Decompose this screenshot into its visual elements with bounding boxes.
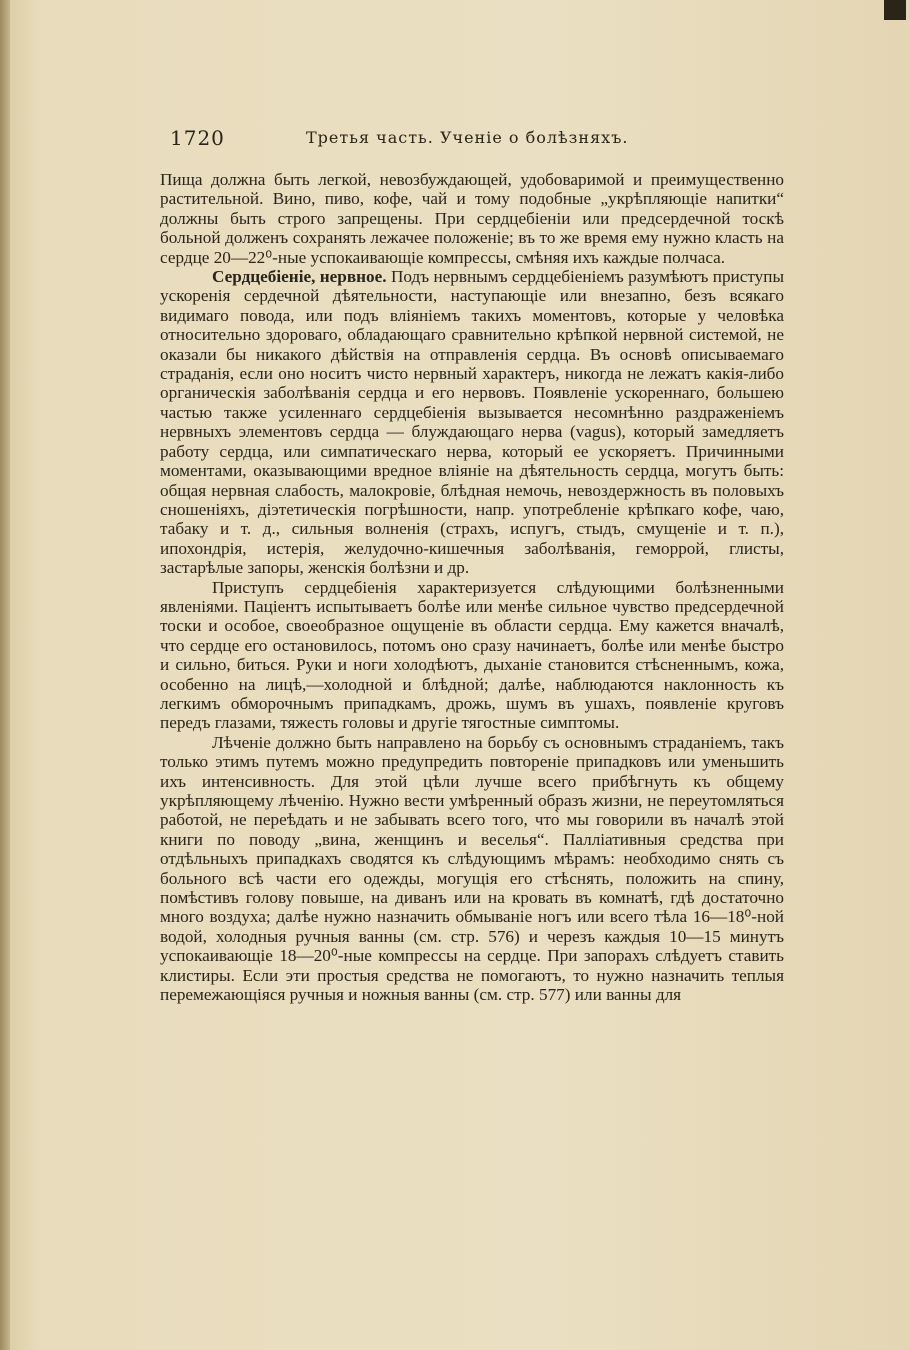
paragraph-text: Подъ нервнымъ сердцебіеніемъ разумѣютъ приступы ускоренія сердечной дѣятельности, наступающіе или внезапно, безъ всякаго видимаго повода, или подъ вліяніемъ такихъ моментовъ, которые у человѣка относительно здороваго, обладающаго сравнительно крѣпкой нервной системой, не оказали бы никакого дѣйствія на отправленія сердца. Въ основѣ описываемаго страданія, если оно носитъ чисто нервный характеръ, никогда не лежатъ какія-либо органическія заболѣванія сердца и его нервовъ. Появленіе ускореннаго, большею частью также усиленнаго сердцебіенія вызывается несомнѣнно раздраженіемъ нервныхъ элементовъ сердца — блуждающаго нерва (vagus), который замедляетъ работу сердца, или симпатическаго нерва, который ее ускоряетъ. Причинными моментами, оказывающими вредное вліяніе на дѣятельность сердца, могутъ быть: общая нервная слабость, малокровіе, блѣдная немочь, невоздержность въ половыхъ сношеніяхъ, діэтетическія погрѣшности, напр. употребленіе крѣпкаго кофе, чаю, табаку и т. д., сильныя волненія (страхъ, испугъ, стыдъ, смущеніе и т. п.), ипохондрія, истерія, желудочно-кишечныя заболѣванія, геморрой, глисты, застарѣлые запоры, женскія болѣзни и др. [160,267,784,578]
paragraph [160,267,784,578]
paragraph-text: Лѣченіе должно быть направлено на борьбу съ основнымъ страданіемъ, такъ только этимъ путемъ можно предупредить повтореніе припадковъ или уменьшить ихъ интенсивность. Для этой цѣли лучше всего прибѣгнуть къ общему укрѣпляющему лѣченію. Нужно вести умѣренный образъ жизни, не переутомляться работой, не переѣдать и не забывать всего того, что̀ мы говорили въ началѣ этой книги по поводу „вина, женщинъ и веселья“. Палліативныя средства при отдѣльныхъ припадкахъ сводятся къ слѣдующимъ мѣрамъ: необходимо снять съ больного всѣ части его одежды, могущія его стѣснять, положить на спину, помѣстивъ голову повыше, на диванъ или на кровать въ комнатѣ, гдѣ достаточно много воздуха; далѣе нужно назначить обмываніе ногъ или всего тѣла 16—18⁰-ной водой, холодныя ручныя ванны (см. стр. 576) и черезъ каждыя 10—15 минутъ успокаивающіе 18—20⁰-ные компрессы на сердце. При запорахъ слѣдуетъ ставить клистиры. Если эти простыя средства не помогаютъ, то нужно назначить теплыя перемежающіяся ручныя и ножныя ванны (см. стр. 577) или ванны для [160,732,784,1005]
paragraph [160,578,784,733]
page-number: 1720 [170,126,225,150]
corner-mark [884,0,906,20]
paragraph [160,170,784,267]
paragraph [160,733,784,1005]
paragraph-text: Пища должна быть легкой, невозбуждающей, удобоваримой и преимущественно растительной. Вино, пиво, кофе, чай и тому подобные „укрѣпляющіе напитки“ должны быть строго запрещены. При сердцебіеніи или предсердечной тоскѣ больной долженъ сохранять лежачее положеніе; въ то же время ему нужно класть на сердце 20—22⁰-ные успокаивающіе компрессы, смѣняя ихъ каждые полчаса. [160,170,784,267]
running-title: Третья часть. Ученіе о болѣзняхъ. [306,128,629,147]
body-text [160,170,784,1004]
page-header [170,126,790,152]
paragraph-text: Приступъ сердцебіенія характеризуется слѣдующими болѣзненными явленіями. Паціентъ испытываетъ болѣе или менѣе сильное чувство предсердечной тоски и особое, своеобразное ощущеніе въ области сердца. Ему кажется вначалѣ, что сердце его остановилось, потомъ оно сразу начинаетъ, болѣе или менѣе быстро и сильно, биться. Руки и ноги холодѣютъ, дыханіе становится стѣсненнымъ, кожа, особенно на лицѣ,—холодной и блѣдной; далѣе, наблюдаются наклонность къ легкимъ обморочнымъ припадкамъ, дрожь, шумъ въ ушахъ, появленіе круговъ передъ глазами, тяжесть головы и другіе тягостные симптомы. [160,577,784,733]
book-spine-edge [0,0,10,1350]
section-heading: Сердцебіеніе, нервное. [212,267,387,287]
